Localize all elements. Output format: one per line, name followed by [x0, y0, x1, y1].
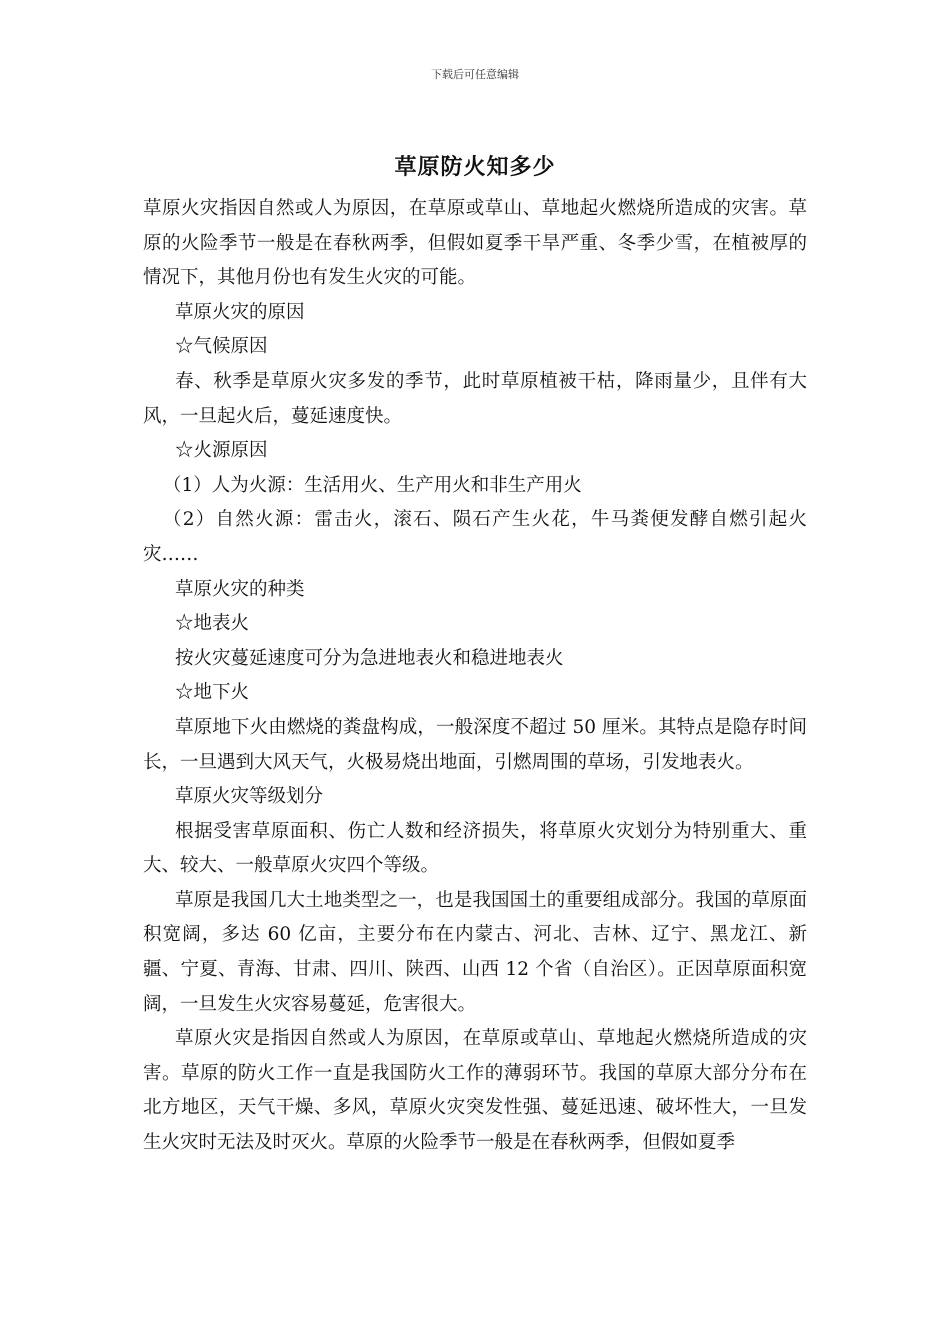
subheading-climate: ☆气候原因 — [175, 336, 268, 358]
section-heading-causes: 草原火灾的原因 — [175, 301, 305, 323]
paragraph: 根据受害草原面积、伤亡人数和经济损失，将草原火灾划分为特别重大、重大、较大、一般草原火灾四个等级。 — [143, 820, 807, 877]
list-item: （2）自然火源：雷击火，滚石、陨石产生火花，牛马粪便发酵自燃引起火灾…… — [143, 509, 807, 565]
subheading-surface-fire: ☆地表火 — [175, 613, 250, 635]
paragraph: 草原地下火由燃烧的粪盘构成，一般深度不超过 50 厘米。其特点是隐存时间长，一旦遇到大风天气，火极易烧出地面，引燃周围的草场，引发地表火。 — [143, 716, 807, 773]
subheading-underground-fire: ☆地下火 — [175, 682, 250, 704]
page-header-note: 下载后可任意编辑 — [431, 68, 519, 81]
paragraph: 草原火灾是指因自然或人为原因，在草原或草山、草地起火燃烧所造成的灾害。草原的防火工作一直是我国防火工作的薄弱环节。我国的草原大部分分布在北方地区，天气干燥、多风，草原火灾突发性强、蔓延迅速、破坏性大，一旦发生火灾时无法及时灭火。草原的火险季节一般是在春秋两季，但假如夏季 — [143, 1028, 807, 1154]
paragraph: 草原是我国几大土地类型之一，也是我国国土的重要组成部分。我国的草原面积宽阔，多达 60 亿亩，主要分布在内蒙古、河北、吉林、辽宁、黑龙江、新疆、宁夏、青海、甘肃、四川、陕西、山西 12 个省（自治区）。正因草原面积宽阔，一旦发生火灾容易蔓延，危害很大。 — [143, 889, 807, 1015]
document-body — [143, 192, 807, 1161]
paragraph: 草原火灾指因自然或人为原因，在草原或草山、草地起火燃烧所造成的灾害。草原的火险季节一般是在春秋两季，但假如夏季干旱严重、冬季少雪，在植被厚的情况下，其他月份也有发生火灾的可能。 — [143, 198, 807, 289]
paragraph: 春、秋季是草原火灾多发的季节，此时草原植被干枯，降雨量少，且伴有大风，一旦起火后，蔓延速度快。 — [143, 370, 807, 427]
subheading-fire-source: ☆火源原因 — [175, 440, 268, 462]
document-title: 草原防火知多少 — [394, 155, 556, 180]
paragraph: 按火灾蔓延速度可分为急进地表火和稳进地表火 — [175, 647, 564, 669]
section-heading-types: 草原火灾的种类 — [175, 578, 305, 600]
list-item: （1）人为火源：生活用火、生产用火和非生产用火 — [163, 474, 582, 496]
section-heading-levels: 草原火灾等级划分 — [175, 786, 324, 808]
